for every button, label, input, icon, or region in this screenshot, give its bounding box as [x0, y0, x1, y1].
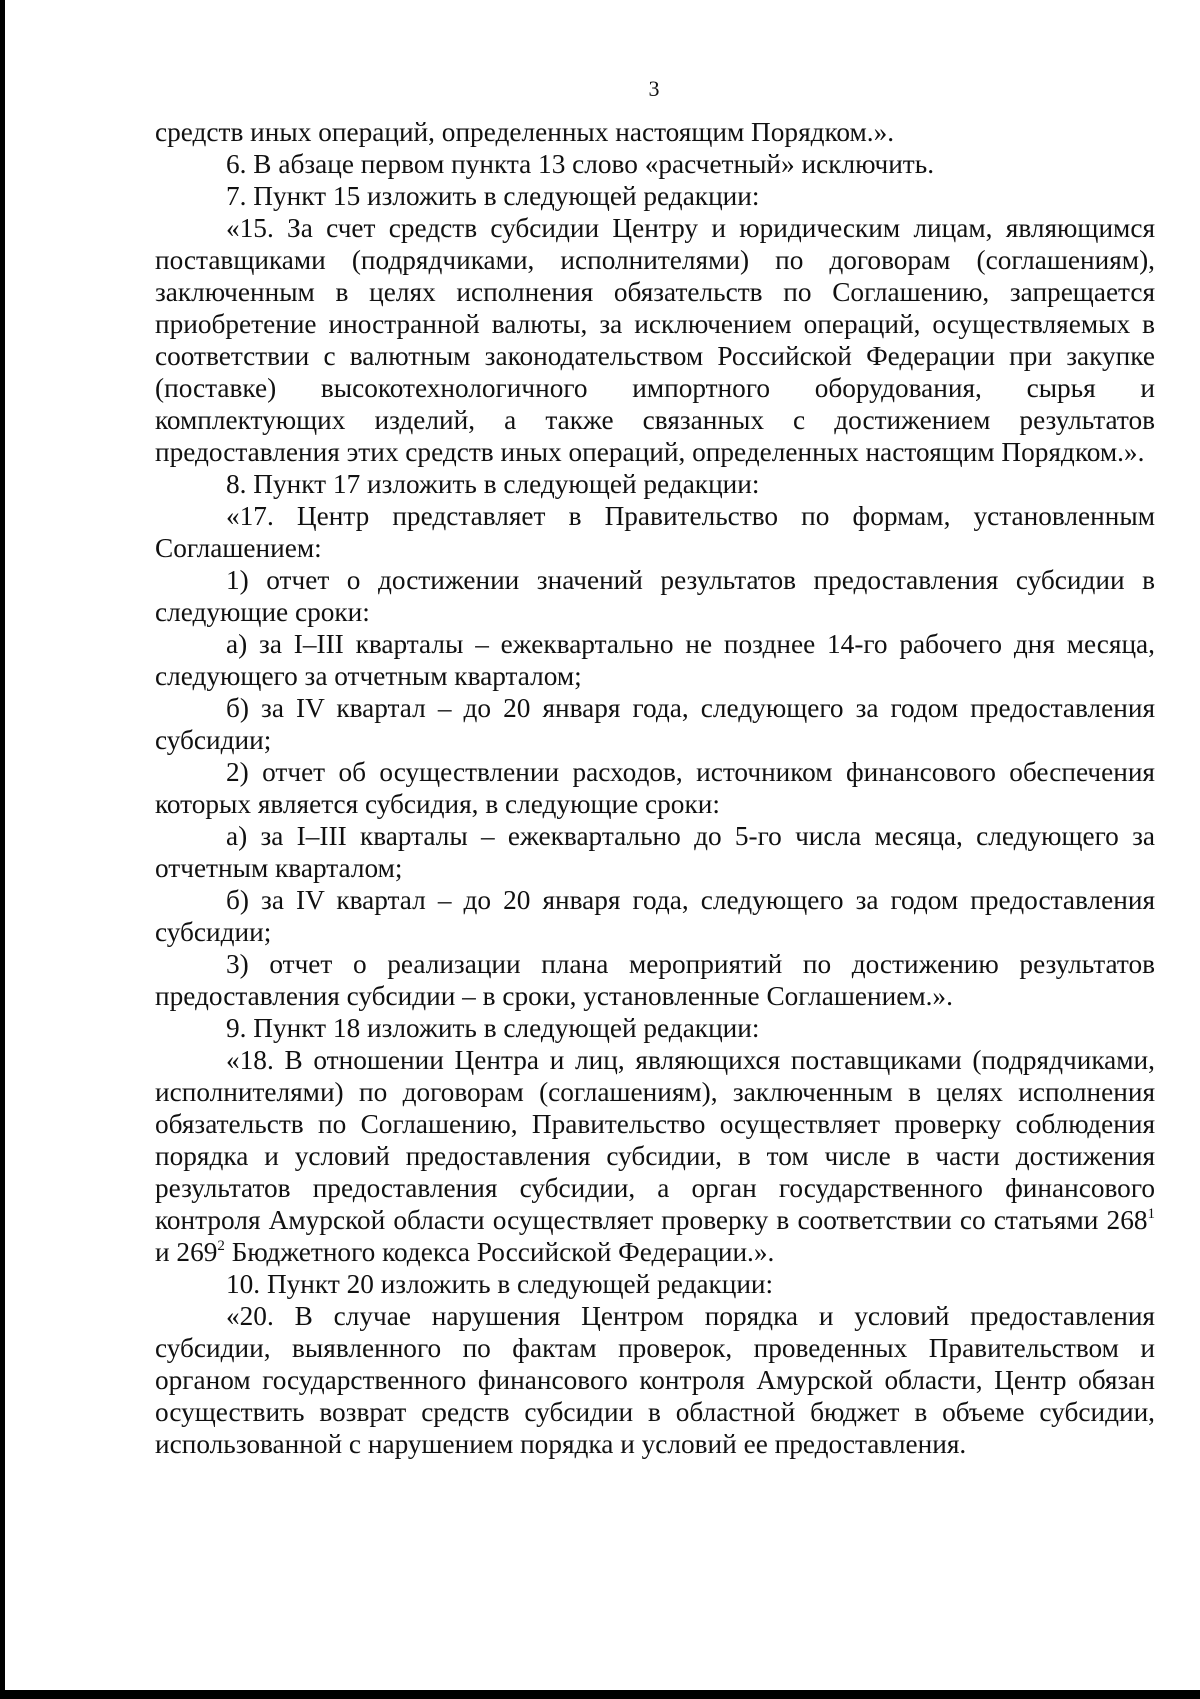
superscript: 2	[217, 1238, 225, 1254]
paragraph: 9. Пункт 18 изложить в следующей редакции:	[226, 1013, 760, 1043]
paragraph: «15. За счет средств субсидии Центру и юридическим лицам, являющимся поставщиками (подрядчиками, исполнителями) по договорам (соглашениям), заключенным в целях исполнения обязательств по Соглашению, запрещается приобретение иностранной валюты, за исключением операций, осуществляемых в соответствии с валютным законодательством Российской Федерации при закупке (поставке) высокотехнологичного импортного оборудования, сырья и комплектующих изделий, а также связанных с достижением результатов предоставления этих средств иных операций, определенных настоящим Порядком.».	[155, 213, 1155, 467]
paragraph: средств иных операций, определенных настоящим Порядком.».	[155, 117, 895, 147]
paragraph: 10. Пункт 20 изложить в следующей редакции:	[226, 1269, 774, 1299]
scan-edge-left	[0, 0, 5, 1699]
paragraph: а) за I–III кварталы – ежеквартально до 5-го числа месяца, следующего за отчетным кварталом;	[155, 821, 1155, 883]
paragraph: б) за IV квартал – до 20 января года, следующего за годом предоставления субсидии;	[155, 693, 1155, 755]
paragraph: 2) отчет об осуществлении расходов, источником финансового обеспечения которых является субсидия, в следующие сроки:	[155, 757, 1155, 819]
paragraph: «17. Центр представляет в Правительство по формам, установленным Соглашением:	[155, 501, 1155, 563]
document-body	[155, 116, 1155, 1460]
paragraph-18-text: «18. В отношении Центра и лиц, являющихся поставщиками (подрядчиками, исполнителями) по договорам (соглашениям), заключенным в целях исполнения обязательств по Соглашению, Правительство осуществляет проверку соблюдения порядка и условий предоставления субсидии, в том числе в части достижения результатов предоставления субсидии, а орган государственного финансового контроля Амурской области осуществляет проверку в соответствии со статьями 268	[155, 1045, 1155, 1235]
paragraph: 6. В абзаце первом пункта 13 слово «расчетный» исключить.	[226, 149, 935, 179]
paragraph: «20. В случае нарушения Центром порядка и условий предоставления субсидии, выявленного по фактам проверок, проведенных Правительством и органом государственного финансового контроля Амурской области, Центр обязан осуществить возврат средств субсидии в областной бюджет в объеме субсидии, использованной с нарушением порядка и условий ее предоставления.	[155, 1301, 1155, 1459]
paragraph: б) за IV квартал – до 20 января года, следующего за годом предоставления субсидии;	[155, 885, 1155, 947]
paragraph: 3) отчет о реализации плана мероприятий по достижению результатов предоставления субсидии – в сроки, установленные Соглашением.».	[155, 949, 1155, 1011]
paragraph: а) за I–III кварталы – ежеквартально не позднее 14-го рабочего дня месяца, следующего за отчетным кварталом;	[155, 629, 1155, 691]
paragraph: 8. Пункт 17 изложить в следующей редакции:	[226, 469, 760, 499]
paragraph-18-text: Бюджетного кодекса Российской Федерации.».	[224, 1237, 775, 1267]
scan-edge-bottom	[0, 1690, 1200, 1699]
page-number: 3	[648, 76, 660, 101]
paragraph: 1) отчет о достижении значений результатов предоставления субсидии в следующие сроки:	[155, 565, 1155, 627]
superscript: 1	[1147, 1206, 1155, 1222]
paragraph: 7. Пункт 15 изложить в следующей редакции:	[226, 181, 760, 211]
paragraph-18	[155, 1044, 1155, 1268]
paragraph-18-text: и 269	[155, 1237, 218, 1267]
